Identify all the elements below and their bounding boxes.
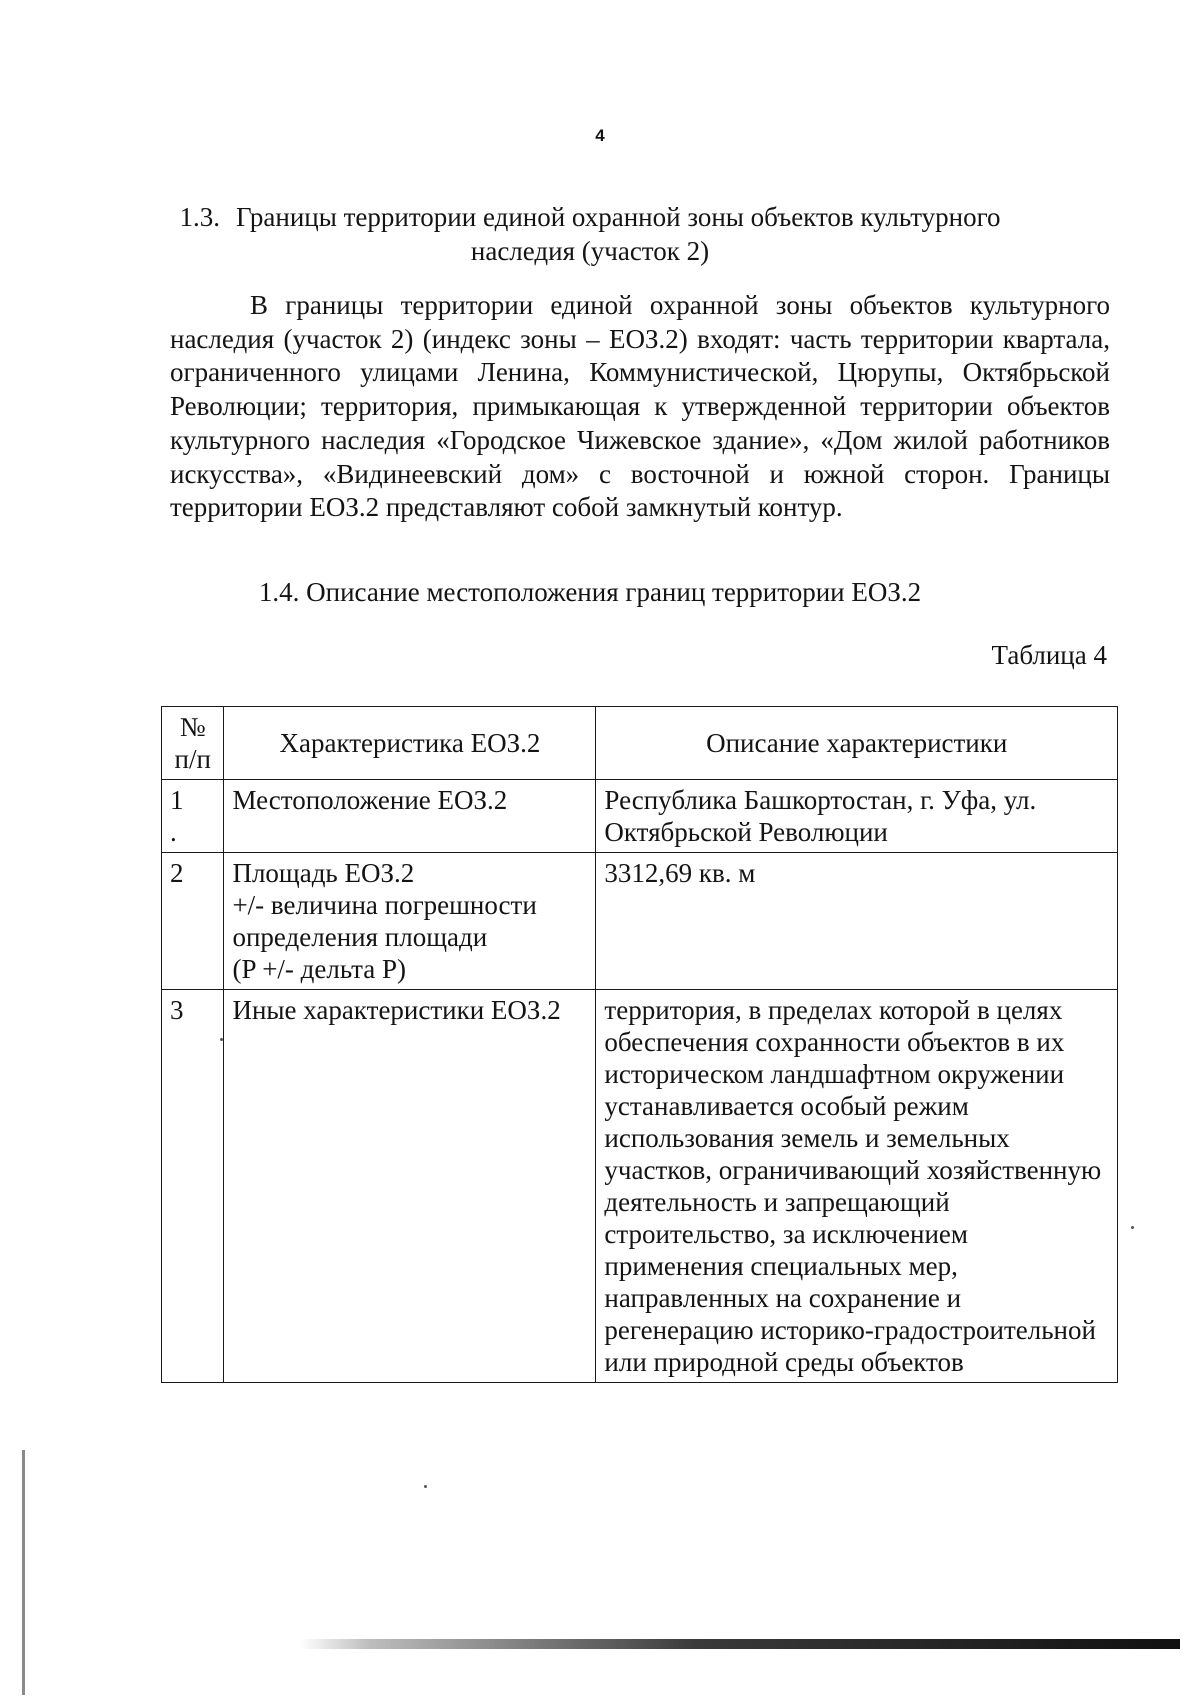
scan-speck — [424, 1485, 427, 1488]
scan-bottom-line — [300, 1639, 1180, 1649]
table-caption: Таблица 4 — [991, 640, 1107, 670]
scan-speck — [1131, 1226, 1134, 1229]
table-header-row — [162, 707, 1118, 780]
table-row — [162, 853, 1118, 990]
characteristics-table — [161, 706, 1118, 1383]
table-row — [162, 990, 1118, 1383]
header-number: № п/п — [162, 707, 224, 780]
row-description: 3312,69 кв. м — [596, 853, 1118, 990]
row-description: территория, в пределах которой в целях обеспечения сохранности объектов в их историческом ландшафтном окружении устанавливается особый режим использования земель и земельных участков, ограничивающий хозяйственную деятельность и запрещающий строительство, за исключением применения специальных мер, направленных на сохранение и регенерацию историко-градостроительной или природной среды объектов — [596, 990, 1118, 1383]
body-paragraph: В границы территории единой охранной зоны объектов культурного наследия (участок 2) (индекс зоны – ЕОЗ.2) входят: часть территории квартала, ограниченного улицами Ленина, Коммунистической, Цюрупы, Октябрьской Революции; территория, примыкающая к утвержденной территории объектов культурного наследия «Городское Чижевское здание», «Дом жилой работников искусства», «Видинеевский дом» с восточной и южной сторон. Границы территории ЕОЗ.2 представляют собой замкнутый контур. — [170, 290, 1110, 523]
section-1-3-heading — [150, 200, 1030, 268]
row-characteristic: Площадь ЕОЗ.2 +/- величина погрешности определения площади (P +/- дельта P) — [224, 853, 596, 990]
row-characteristic: Местоположение ЕОЗ.2 — [224, 780, 596, 853]
header-description: Описание характеристики — [596, 707, 1118, 780]
section-1-3-title: Границы территории единой охранной зоны объектов культурного наследия (участок 2) — [236, 202, 1001, 266]
row-number: 3 — [162, 990, 224, 1383]
section-1-3-number: 1.3. — [179, 202, 220, 232]
page-number: 4 — [595, 126, 605, 145]
row-description: Республика Башкортостан, г. Уфа, ул. Октябрьской Революции — [596, 780, 1118, 853]
row-number: 2 — [162, 853, 224, 990]
row-number: 1 . — [162, 780, 224, 853]
header-characteristic: Характеристика ЕОЗ.2 — [224, 707, 596, 780]
table-row — [162, 780, 1118, 853]
row-characteristic: Иные характеристики ЕОЗ.2 — [224, 990, 596, 1383]
scan-speck — [220, 1038, 223, 1041]
scan-edge-line — [22, 1450, 25, 1695]
section-1-4-heading: 1.4. Описание местоположения границ территории ЕОЗ.2 — [258, 577, 922, 607]
